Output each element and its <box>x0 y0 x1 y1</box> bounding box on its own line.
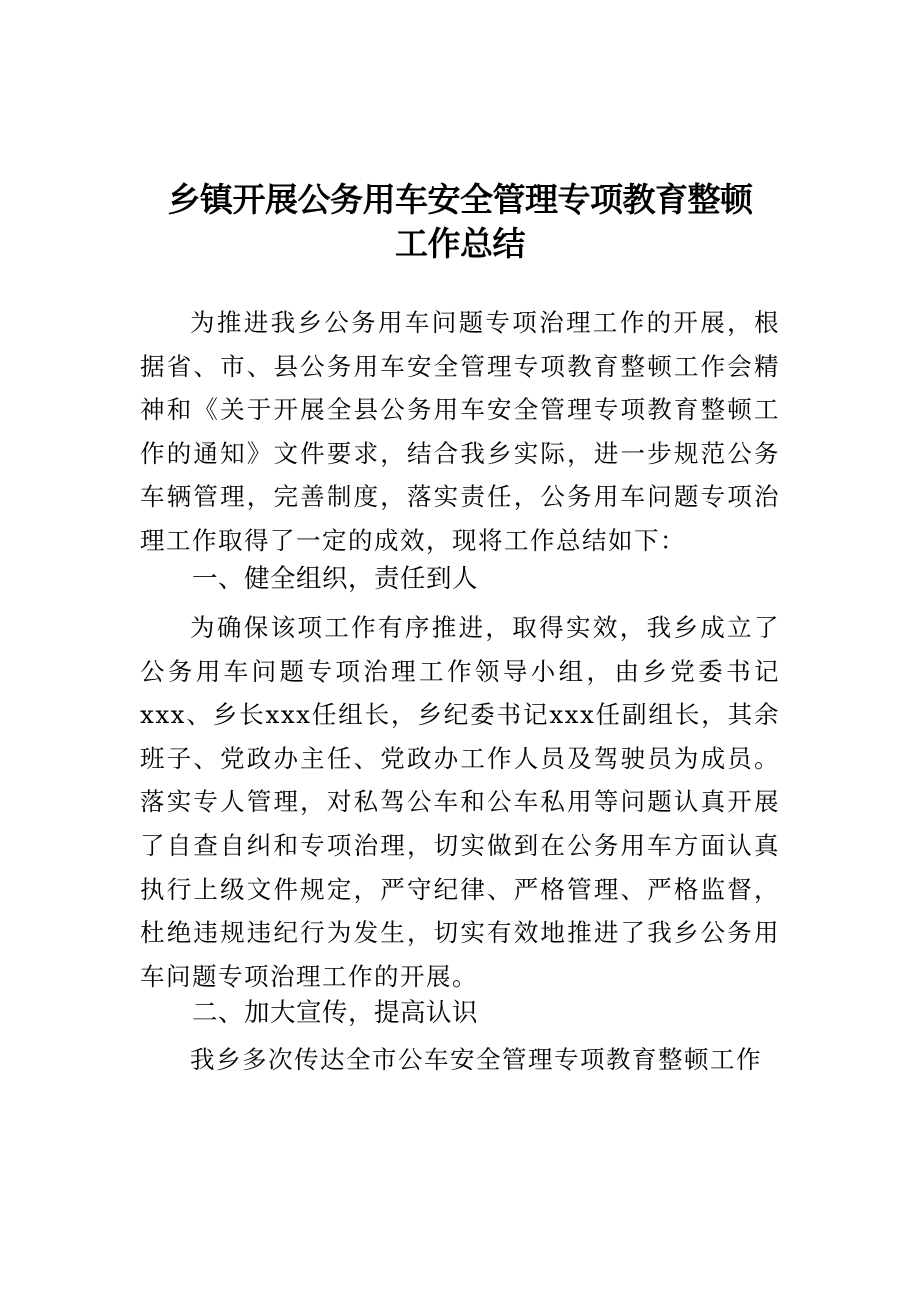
section-1-paragraph: 为确保该项工作有序推进，取得实效，我乡成立了公务用车问题专项治理工作领导小组，由乡党委书记xxx、乡长xxx任组长，乡纪委书记xxx任副组长，其余班子、党政办主任、党政办工作人员及驾驶员为成员。落实专人管理，对私驾公车和公车私用等问题认真开展了自查自纠和专项治理，切实做到在公务用车方面认真执行上级文件规定，严守纪律、严格管理、严格监督，杜绝违规违纪行为发生，切实有效地推进了我乡公务用车问题专项治理工作的开展。 <box>140 613 780 991</box>
section-heading-1: 一、健全组织，责任到人 <box>192 564 479 594</box>
section-heading-2: 二、加大宣传，提高认识 <box>192 998 479 1028</box>
document-title-line-2: 工作总结 <box>395 224 525 263</box>
document-title-line-1: 乡镇开展公务用车安全管理专项教育整顿 <box>167 180 753 219</box>
intro-paragraph: 为推进我乡公务用车问题专项治理工作的开展，根据省、市、县公务用车安全管理专项教育整顿工作会精神和《关于开展全县公务用车安全管理专项教育整顿工作的通知》文件要求，结合我乡实际，进一步规范公务车辆管理，完善制度，落实责任，公务用车问题专项治理工作取得了一定的成效，现将工作总结如下： <box>140 308 780 555</box>
section-2-paragraph: 我乡多次传达全市公车安全管理专项教育整顿工作 <box>190 1045 762 1074</box>
